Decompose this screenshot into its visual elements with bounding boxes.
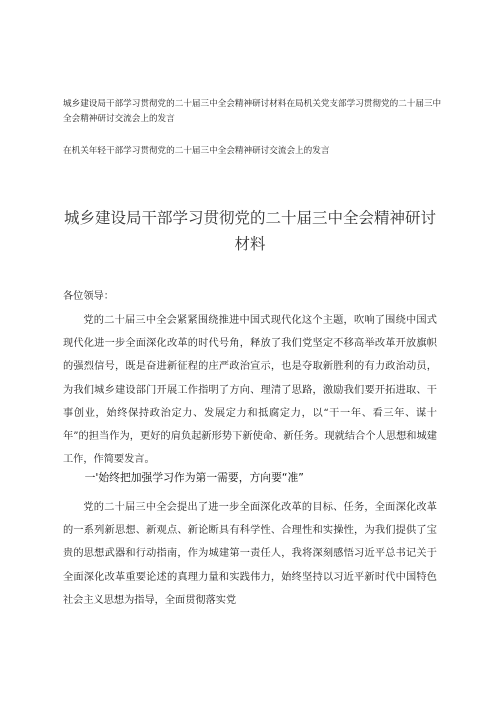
paragraph-intro: 党的二十届三中全会紧紧围绕推进中国式现代化这个主题，吹响了围绕中国式现代化进一步全面深化改革的时代号角，释放了我们党坚定不移高举改革开放旗帜的强烈信号，既是奋进新征程的庄严政治宣示，也是夺取新胜利的有力政治动员，为我们城乡建设部门开展工作指明了方向、理清了思路，激励我们要开拓进取、干事创业，始终保持政治定力、发展定力和抵腐定力，以“干一年、看三年、谋十年”的担当作为，更好的肩负起新形势下新使命、新任务。现就结合个人思想和城建工作，作简要发言。 [63,315,437,466]
section-heading-1: 一'始终把加强学习作为第一需要，方向要“准” [84,471,304,484]
salutation: 各位领导： [63,291,114,302]
paragraph-section-1: 党的二十届三中全会提出了进一步全面深化改革的目标、任务，全面深化改革的一系列新思想、新观点、新论断具有科学性、合理性和实操性，为我们提供了宝贵的思想武器和行动指南，作为城建第一责任人，我将深刻感悟习近平总书记关于全面深化改革重要论述的真理力量和实践伟力，始终坚持以习近平新时代中国特色社会主义思想为指导，全面贯彻落实党 [63,502,437,606]
document-title-line-2: 材料 [234,235,266,253]
toc-entry-2[interactable]: 在机关年轻干部学习贯彻党的二十届三中全会精神研讨交流会上的发言 [63,146,330,156]
toc-entry-1[interactable]: 城乡建设局干部学习贯彻党的二十届三中全会精神研讨材料在局机关党支部学习贯彻党的二十届三中全会精神研讨交流会上的发言 [63,99,442,124]
document-title [40,205,460,257]
document-title-line-1: 城乡建设局干部学习贯彻党的二十届三中全会精神研讨 [63,209,436,227]
